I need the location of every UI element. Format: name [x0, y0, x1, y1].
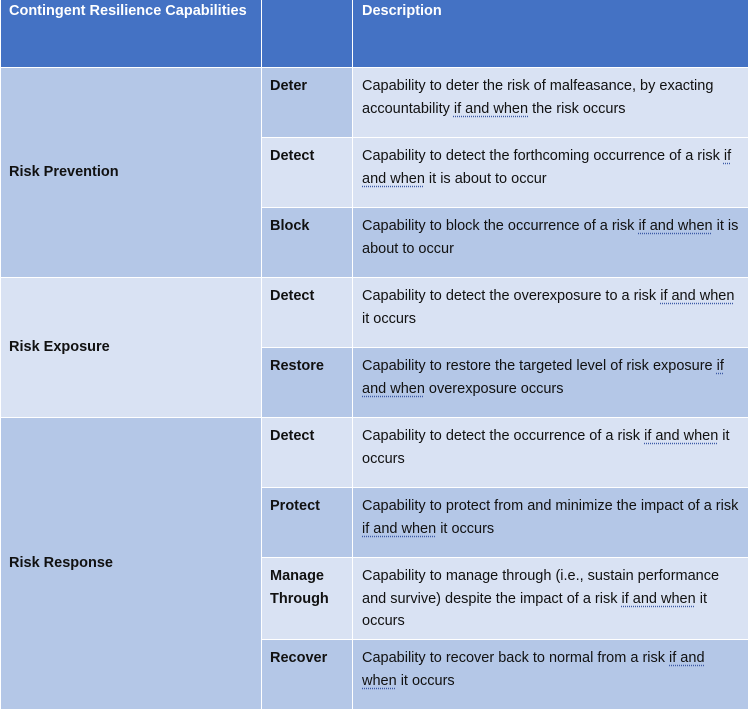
description-cell: Capability to detect the occurrence of a risk if and when it occurs: [353, 418, 748, 488]
table-row: [1, 418, 748, 488]
description-cell: Capability to manage through (i.e., sustain performance and survive) despite the impact of a risk if and when it occurs: [353, 558, 748, 640]
group-risk-response: Risk Response: [1, 418, 262, 710]
table-row: [1, 68, 748, 138]
header-capabilities: Contingent Resilience Capabilities: [1, 0, 262, 68]
sub-capability: Block: [262, 208, 353, 278]
if-and-when-phrase: if and when: [644, 428, 719, 444]
group-risk-prevention: Risk Prevention: [1, 68, 262, 278]
sub-capability: Recover: [262, 640, 353, 710]
sub-capability: Deter: [262, 68, 353, 138]
description-cell: Capability to detect the forthcoming occurrence of a risk if and when it is about to occur: [353, 138, 748, 208]
header-spacer: [262, 0, 353, 68]
if-and-when-phrase: if and when: [362, 520, 437, 537]
if-and-when-phrase: if and when: [660, 288, 735, 304]
header-row: [1, 0, 748, 68]
if-and-when-phrase: if and when: [362, 650, 705, 689]
group-risk-exposure: Risk Exposure: [1, 278, 262, 418]
sub-capability: Detect: [262, 138, 353, 208]
description-cell: Capability to recover back to normal from a risk if and when it occurs: [353, 640, 748, 710]
sub-capability: Detect: [262, 278, 353, 348]
if-and-when-phrase: if and when: [453, 100, 529, 117]
if-and-when-phrase: if and when: [362, 358, 724, 397]
if-and-when-phrase: if and when: [638, 218, 713, 234]
header-description: Description: [353, 0, 748, 68]
sub-capability: Manage Through: [262, 558, 353, 640]
if-and-when-phrase: if and when: [621, 590, 696, 607]
sub-capability: Restore: [262, 348, 353, 418]
description-cell: Capability to deter the risk of malfeasance, by exacting accountability if and when the risk occurs: [353, 68, 748, 138]
description-cell: Capability to detect the overexposure to a risk if and when it occurs: [353, 278, 748, 348]
if-and-when-phrase: if and when: [362, 148, 732, 187]
sub-capability: Protect: [262, 488, 353, 558]
sub-capability: Detect: [262, 418, 353, 488]
table-row: [1, 278, 748, 348]
description-cell: Capability to protect from and minimize the impact of a risk if and when it occurs: [353, 488, 748, 558]
description-cell: Capability to restore the targeted level of risk exposure if and when overexposure occurs: [353, 348, 748, 418]
description-cell: Capability to block the occurrence of a risk if and when it is about to occur: [353, 208, 748, 278]
